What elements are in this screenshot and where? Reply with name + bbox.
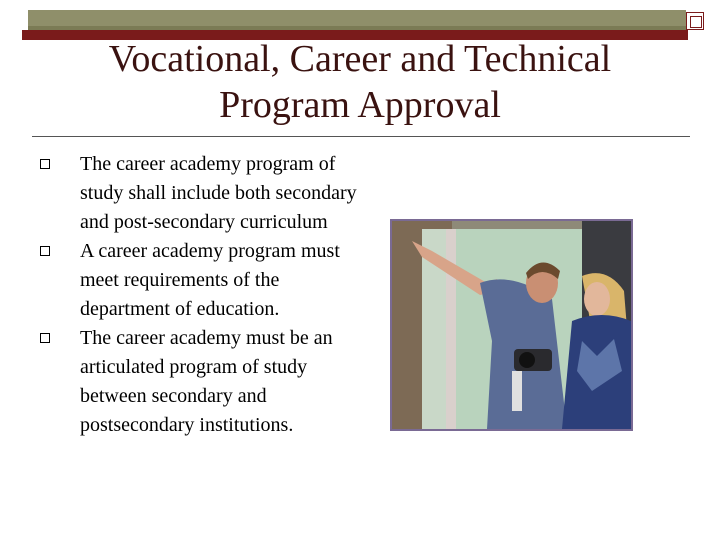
classroom-photo-illustration	[392, 221, 631, 429]
bullet-text: The career academy program of study shall include both secondary and post-secondary curriculum	[80, 153, 357, 233]
top-olive-bar	[28, 10, 686, 32]
bullet-item	[40, 237, 370, 324]
slide-title-line-1: Vocational, Career and Technical	[108, 38, 612, 80]
slide-title-line-2: Program Approval	[219, 84, 501, 126]
hollow-square-bullet-icon	[40, 333, 50, 343]
bullet-item	[40, 324, 370, 440]
classroom-photo	[390, 219, 633, 431]
bullet-text: A career academy program must meet requirements of the department of education.	[80, 240, 340, 320]
bullet-item	[40, 150, 370, 237]
hollow-square-bullet-icon	[40, 159, 50, 169]
slide-title	[60, 36, 660, 128]
title-divider	[32, 136, 690, 137]
bullet-text: The career academy must be an articulated program of study between secondary and postsecondary institutions.	[80, 327, 333, 436]
corner-square-decoration	[686, 12, 704, 30]
hollow-square-bullet-icon	[40, 246, 50, 256]
bullet-list	[40, 150, 370, 440]
